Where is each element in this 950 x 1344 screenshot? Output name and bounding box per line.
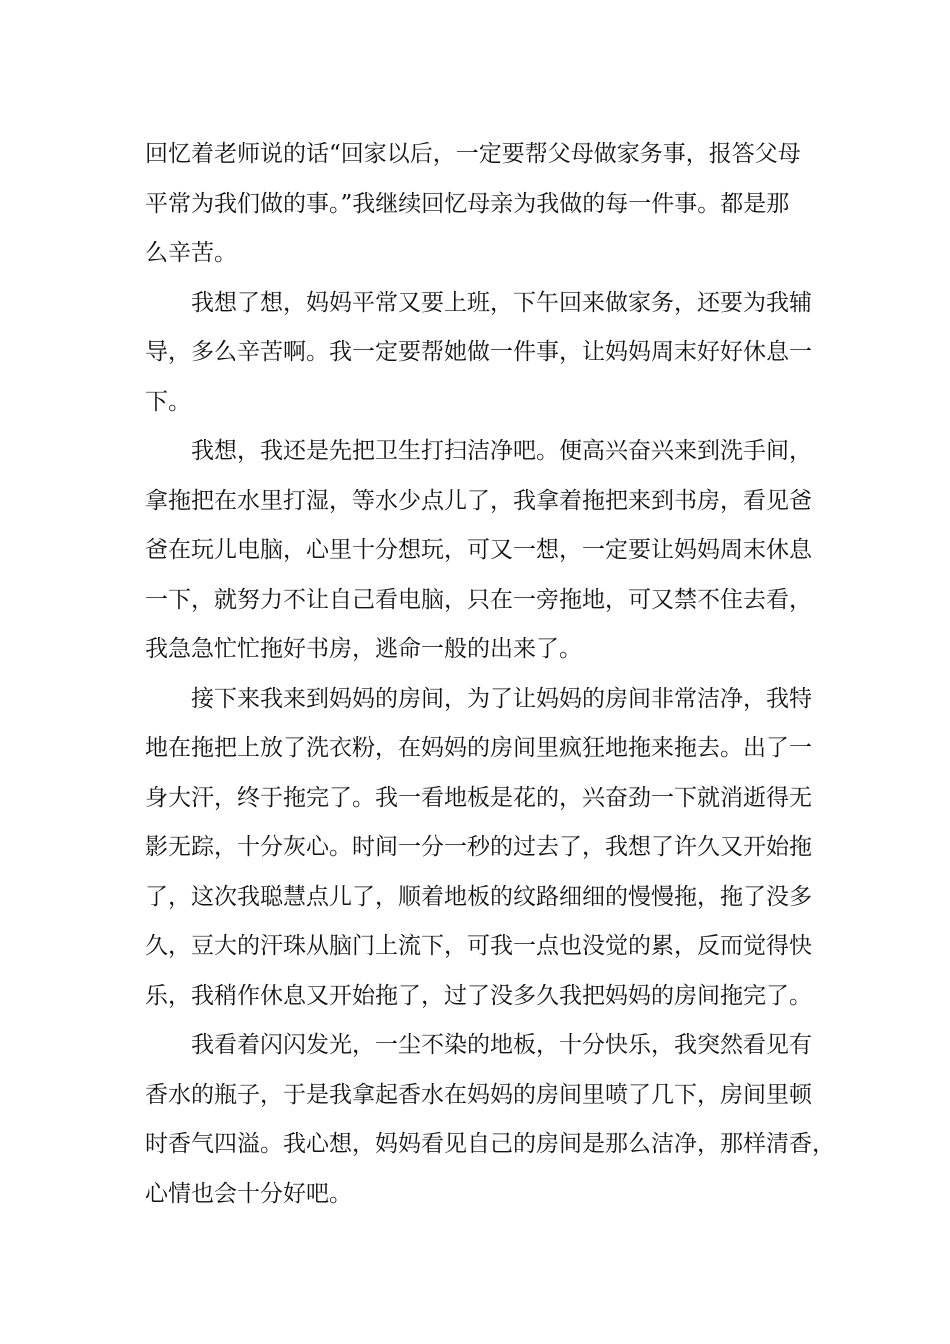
text-line: 回忆着老师说的话“回家以后，一定要帮父母做家务事，报答父母 — [145, 141, 801, 167]
paragraph-1 — [145, 130, 820, 279]
text-line: 了，这次我聪慧点儿了，顺着地板的纹路细细的慢慢拖，拖了没多 — [145, 883, 812, 910]
paragraph-4 — [145, 675, 820, 1022]
paragraph-5 — [145, 1021, 835, 1219]
text-line: 爸在玩儿电脑，心里十分想玩，可又一想，一定要让妈妈周末休息 — [145, 537, 812, 563]
text-line: 身大汗，终于拖完了。我一看地板是花的，兴奋劲一下就消逝得无 — [145, 784, 812, 811]
text-line: 拿拖把在水里打湿，等水少点儿了，我拿着拖把来到书房，看见爸 — [145, 487, 812, 514]
text-line: 接下来我来到妈妈的房间，为了让妈妈的房间非常洁净，我特 — [191, 685, 812, 712]
text-line: 一下，就努力不让自己看电脑，只在一旁拖地，可又禁不住去看， — [145, 586, 812, 613]
text-line: 我想，我还是先把卫生打扫洁净吧。便高兴奋兴来到洗手间， — [191, 438, 812, 464]
text-line: 乐，我稍作休息又开始拖了，过了没多久我把妈妈的房间拖完了。 — [145, 982, 812, 1009]
text-line: 地在拖把上放了洗衣粉，在妈妈的房间里疯狂地拖来拖去。出了一 — [145, 735, 812, 761]
paragraph-2 — [145, 279, 820, 428]
document-body — [145, 130, 835, 1219]
paragraph-3 — [145, 427, 820, 675]
text-line: 导，多么辛苦啊。我一定要帮她做一件事，让妈妈周末好好休息一 — [145, 339, 812, 365]
text-line: 久，豆大的汗珠从脑门上流下，可我一点也没觉的累，反而觉得快 — [145, 933, 812, 959]
text-line: 影无踪，十分灰心。时间一分一秒的过去了，我想了许久又开始拖 — [145, 834, 812, 860]
text-line: 么辛苦。 — [145, 240, 237, 266]
text-line: 我想了想，妈妈平常又要上班，下午回来做家务，还要为我辅 — [191, 289, 812, 316]
text-line: 我看着闪闪发光，一尘不染的地板，十分快乐，我突然看见有 — [191, 1032, 812, 1058]
text-line: 时香气四溢。我心想，妈妈看见自己的房间是那么洁净，那样清香， — [145, 1131, 835, 1157]
text-line: 我急急忙忙拖好书房，逃命一般的出来了。 — [145, 636, 582, 662]
text-line: 平常为我们做的事。”我继续回忆母亲为我做的每一件事。都是那 — [145, 190, 790, 217]
text-line: 心情也会十分好吧。 — [145, 1180, 352, 1207]
text-line: 下。 — [145, 388, 191, 415]
text-line: 香水的瓶子，于是我拿起香水在妈妈的房间里喷了几下，房间里顿 — [145, 1081, 812, 1108]
